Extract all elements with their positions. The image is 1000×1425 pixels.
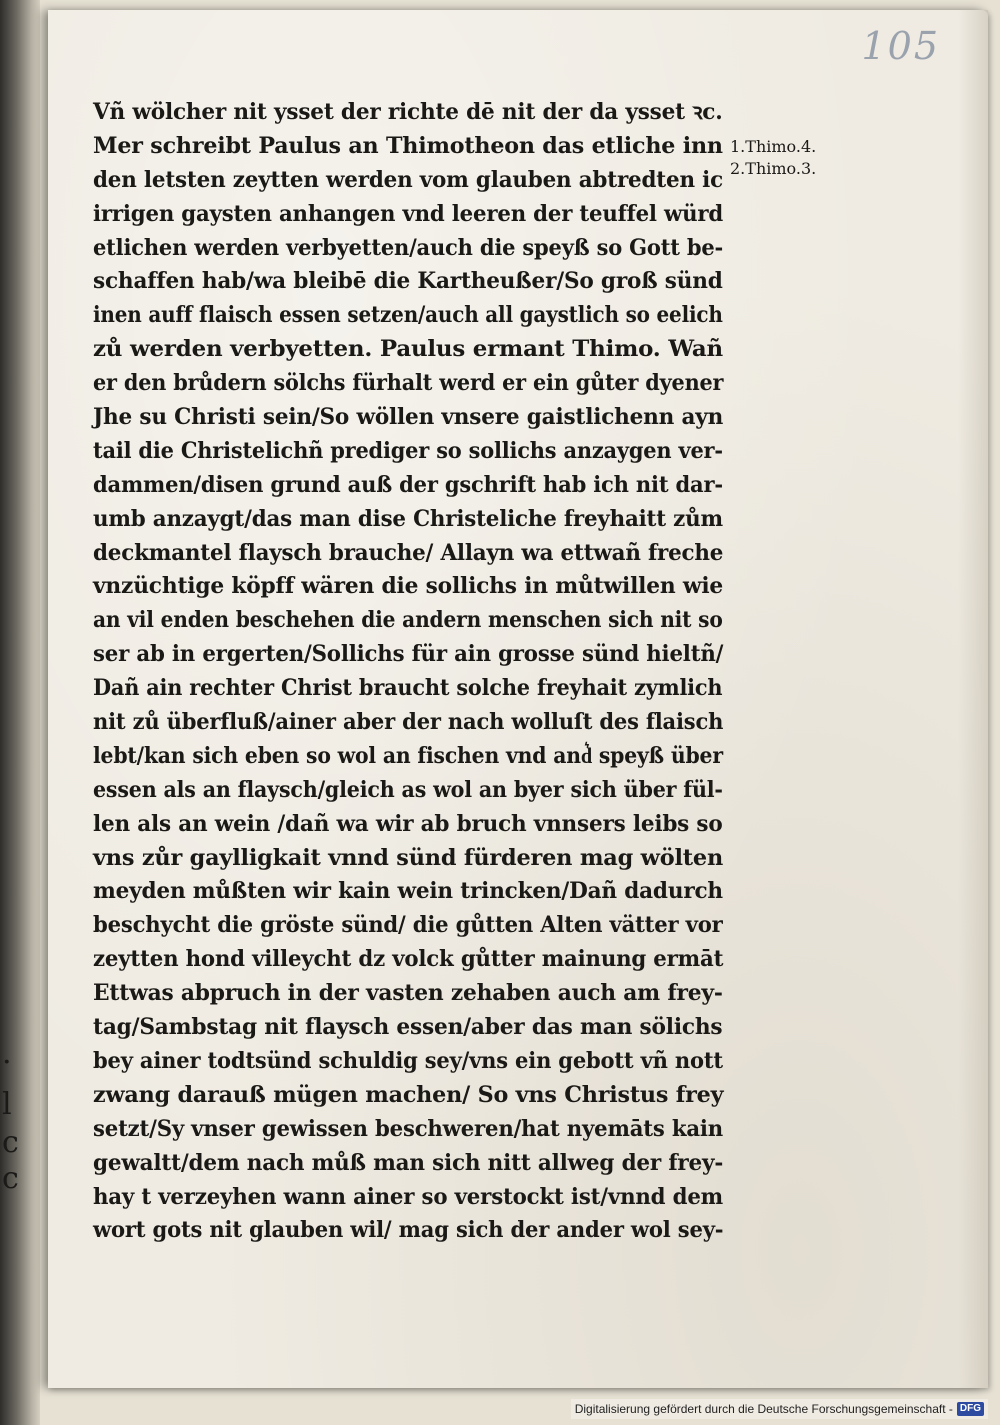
funding-credit-text: Digitalisierung gefördert durch die Deutsche Forschungsgemeinschaft - [574,1402,953,1416]
text-line: gewaltt/dem nach můß man sich nitt allweg der frey- [93,1149,724,1176]
funding-credit [571,1399,988,1419]
dfg-logo: DFG [957,1402,984,1416]
marginal-notes [730,136,860,180]
text-line: Dañ ain rechter Christ braucht solche freyhait zymlich [93,675,723,702]
text-line: irrigen gaysten anhangen vnd leeren der teuffel würd [93,200,724,227]
gutter-mark: l [2,1087,12,1122]
binding-gutter [0,0,40,1425]
text-line: beschycht die gröste sünd/ die gůtten Alten vätter vor [93,912,723,939]
marginal-note: 2.Thimo.3. [730,159,817,178]
marginal-note: 1.Thimo.4. [730,137,817,156]
text-line: nit zů überfluß/ainer aber der nach wolluſt des flaisch [93,709,724,736]
text-line: zů werden verbyetten. Paulus ermant Thimo. Wañ [93,336,723,363]
text-line: len als an wein /dañ wa wir ab bruch vnnsers leibs so [93,810,723,837]
text-line: schaffen hab/wa bleibē die Kartheußer/So groß sünd [93,268,723,295]
text-line: umb anzaygt/das man dise Christeliche freyhaitt zům [93,505,723,532]
text-line: dammen/disen grund auß der gschrift hab ich nit dar- [93,471,723,498]
text-line: vnzüchtige köpff wären die sollichs in můtwillen wie [93,573,724,600]
gutter-mark: c [2,1161,19,1196]
text-line: zwang darauß mügen machen/ So vns Christus frey [93,1081,724,1108]
text-line: lebt/kan sich eben so wol an fischen vnd and͛ speyß über [93,742,723,769]
text-line: etlichen werden verbyetten/auch die speyß so Gott be- [93,234,724,261]
gutter-mark: · [2,1045,12,1080]
text-line: setzt/Sy vnser gewissen beschweren/hat nyemāts kain [93,1115,724,1142]
text-line: an vil enden beschehen die andern menschen sich nit so [93,607,723,634]
gutter-mark: c [2,1125,19,1160]
text-line: er den brůdern sölchs fürhalt werd er ein gůter dyener [93,370,724,397]
text-line: Ettwas abpruch in der vasten zehaben auch am frey- [93,980,723,1007]
body-text [93,96,723,1248]
text-line: vns zůr gaylligkait vnnd sünd fürderen mag wölten [93,844,724,871]
text-line: bey ainer todtsünd schuldig sey/vns ein gebott vñ nott [93,1047,723,1074]
text-line: essen als an flaysch/gleich as wol an byer sich über fül- [93,776,723,803]
book-page [48,10,988,1388]
text-line: den letsten zeytten werden vom glauben abtredten ic [93,166,723,193]
text-line: tail die Christelichñ prediger so sollichs anzaygen ver- [93,437,723,464]
text-line: zeytten hond villeycht dz volck gůtter mainung ermāt [93,946,724,973]
text-line: inen auff flaisch essen setzen/auch all gaystlich so eelich [93,302,723,329]
text-line: Vñ wölcher nit ysset der richte dē nit der da ysset ꝛc. [93,99,723,125]
text-line: wort gots nit glauben wil/ mag sich der ander wol sey- [93,1217,724,1244]
text-line: Jhe su Christi sein/So wöllen vnsere gaistlichenn ayn [93,404,724,431]
text-line: ser ab in ergerten/Sollichs für ain grosse sünd hieltñ/ [93,641,724,668]
text-line: Mer schreibt Paulus an Thimotheon das etliche inn [93,132,723,159]
text-line: meyden můßten wir kain wein trincken/Dañ dadurch [93,878,723,905]
text-line: deckmantel flaysch brauche/ Allayn wa ettwañ freche [93,539,724,566]
text-line: hay t verzeyhen wann ainer so verstockt ist/vnnd dem [93,1183,724,1210]
text-line: tag/Sambstag nit flaysch essen/aber das man sölichs [93,1014,723,1041]
folio-number: 105 [861,24,940,68]
